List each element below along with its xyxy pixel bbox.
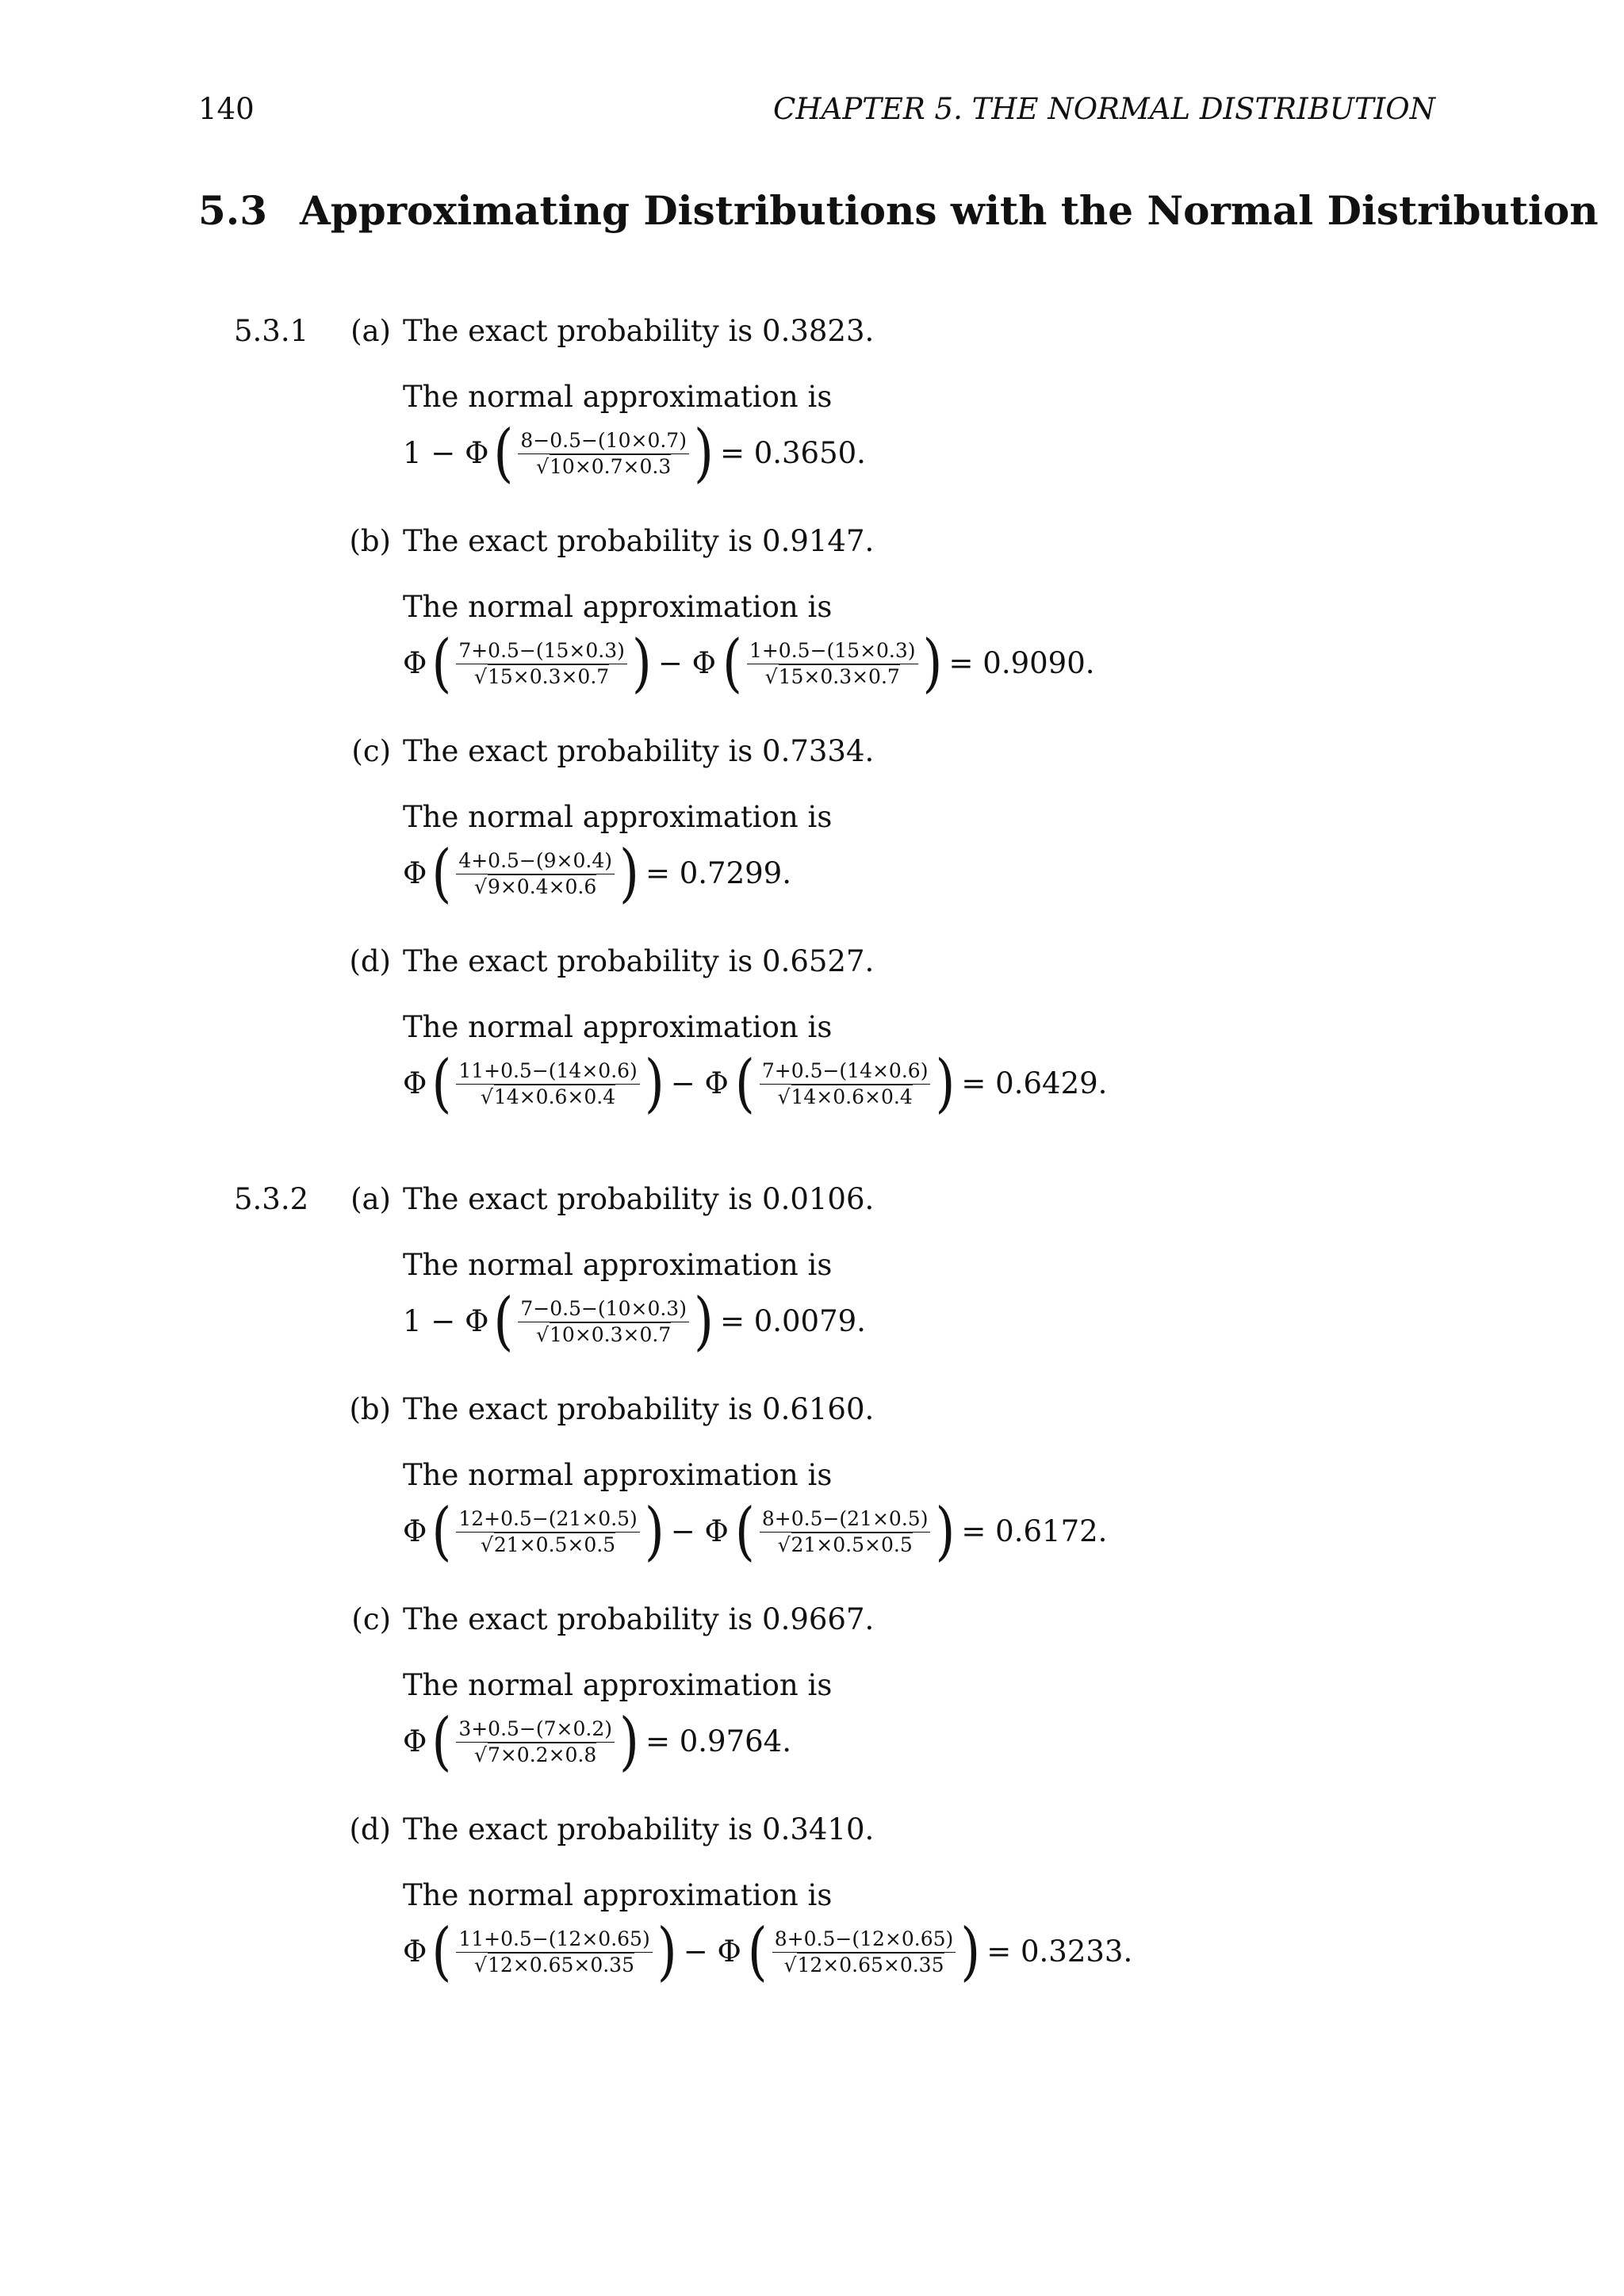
fraction	[453, 1927, 655, 1977]
fraction-denominator: 10×0.3×0.7	[550, 1322, 672, 1346]
sqrt-icon: √	[474, 1953, 487, 1976]
exact-probability: The exact probability is 0.6160.	[403, 1392, 875, 1426]
part-label: (b)	[349, 524, 391, 558]
exact-probability: The exact probability is 0.0106.	[403, 1182, 875, 1216]
formula-result: = 0.7299.	[645, 856, 791, 890]
sqrt-icon: √	[474, 874, 487, 898]
fraction-denominator: 7×0.2×0.8	[487, 1743, 597, 1766]
page-header	[198, 92, 1435, 132]
fraction	[453, 849, 618, 899]
sqrt-icon: √	[536, 454, 550, 478]
fraction-denominator: 12×0.65×0.35	[487, 1953, 634, 1976]
exact-probability: The exact probability is 0.6527.	[403, 944, 875, 978]
exact-probability: The exact probability is 0.7334.	[403, 734, 875, 768]
fraction-denominator: 10×0.7×0.3	[550, 454, 672, 478]
fraction-denominator: 15×0.3×0.7	[778, 664, 900, 688]
sqrt-icon: √	[536, 1322, 550, 1346]
fraction	[515, 429, 692, 479]
formula-result: = 0.6172.	[961, 1514, 1108, 1548]
fraction	[453, 1059, 643, 1109]
approximation-intro: The normal approximation is	[403, 1668, 833, 1702]
fraction	[756, 1507, 934, 1557]
fraction	[769, 1927, 959, 1977]
formula-result: = 0.3650.	[719, 436, 866, 470]
exact-probability: The exact probability is 0.3410.	[403, 1812, 875, 1846]
fraction	[515, 1297, 692, 1347]
formula-prefix: Φ	[403, 1724, 427, 1758]
exact-probability: The exact probability is 0.3823.	[403, 314, 875, 348]
approximation-formula: 1 − Φ ( $\frac{7-0.5-(10\times 0.3)}{√10\times 0.3\times 0.7}$ ) = 0.0079.	[403, 1296, 871, 1368]
formula-result: = 0.6429.	[961, 1066, 1108, 1100]
formula-prefix: Φ	[403, 1514, 427, 1548]
section-title: Approximating Distributions with the Normal Distribution	[300, 187, 1599, 234]
approximation-intro: The normal approximation is	[403, 800, 833, 834]
approximation-intro: The normal approximation is	[403, 1458, 833, 1492]
fraction	[453, 1507, 643, 1557]
minus-phi: − Φ	[670, 1066, 729, 1100]
problem-number: 5.3.1	[234, 314, 309, 348]
part-label: (a)	[350, 314, 391, 348]
part-label: (c)	[351, 734, 391, 768]
right-paren: )	[693, 416, 714, 491]
fraction-numerator: 3+0.5−(7×0.2)	[456, 1717, 615, 1743]
minus-phi: − Φ	[683, 1934, 741, 1969]
exact-probability: The exact probability is 0.9667.	[403, 1602, 875, 1636]
formula-prefix: 1 − Φ	[403, 1304, 489, 1338]
sqrt-icon: √	[777, 1085, 791, 1108]
fraction	[453, 639, 630, 689]
part-label: (b)	[349, 1392, 391, 1426]
fraction-denominator: 14×0.6×0.4	[493, 1085, 616, 1108]
formula-prefix: Φ	[403, 1066, 427, 1100]
sqrt-icon: √	[474, 664, 487, 688]
fraction-denominator: 9×0.4×0.6	[487, 874, 597, 898]
sqrt-icon: √	[480, 1533, 493, 1556]
approximation-intro: The normal approximation is	[403, 380, 833, 414]
fraction-numerator: 7+0.5−(15×0.3)	[456, 639, 627, 664]
fraction-numerator: 7−0.5−(10×0.3)	[518, 1297, 689, 1322]
fraction-numerator: 4+0.5−(9×0.4)	[456, 849, 615, 874]
sqrt-icon: √	[474, 1743, 487, 1766]
fraction-numerator: 1+0.5−(15×0.3)	[747, 639, 918, 664]
fraction-denominator: 12×0.65×0.35	[797, 1953, 944, 1976]
formula-result: = 0.0079.	[719, 1304, 866, 1338]
fraction-numerator: 7+0.5−(14×0.6)	[760, 1059, 931, 1085]
fraction-denominator: 21×0.5×0.5	[493, 1533, 616, 1556]
approximation-intro: The normal approximation is	[403, 590, 833, 624]
approximation-intro: The normal approximation is	[403, 1010, 833, 1044]
left-paren: (	[493, 416, 514, 491]
approximation-formula: Φ ( $\frac{11+0.5-(14\times 0.6)}{√14\times 0.6\times 0.4}$ ) − Φ ( $\frac{7+0.5-(14\times 0.6)}{√14\times 0.6\times 0.4}$ ) = 0.6429.	[403, 1058, 1112, 1130]
approximation-formula: Φ ( $\frac{11+0.5-(12\times 0.65)}{√12\times 0.65\times 0.35}$ ) − Φ ( $\frac{8+0.5-(12\times 0.65)}{√12\times 0.65\times 0.35}$ ) = 0.3233.	[403, 1927, 1137, 1998]
formula-result: = 0.3233.	[986, 1934, 1133, 1969]
fraction	[744, 639, 921, 689]
sqrt-icon: √	[764, 664, 778, 688]
exact-probability: The exact probability is 0.9147.	[403, 524, 875, 558]
minus-phi: − Φ	[670, 1514, 729, 1548]
formula-result: = 0.9764.	[645, 1724, 791, 1758]
section-number: 5.3	[198, 187, 267, 234]
formula-result: = 0.9090.	[948, 646, 1095, 680]
running-title: CHAPTER 5. THE NORMAL DISTRIBUTION	[773, 92, 1435, 126]
sqrt-icon: √	[783, 1953, 797, 1976]
fraction-numerator: 12+0.5−(21×0.5)	[456, 1507, 640, 1533]
approximation-formula	[403, 416, 871, 499]
fraction	[453, 1717, 618, 1767]
fraction-numerator: 8+0.5−(21×0.5)	[760, 1507, 931, 1533]
section-heading	[198, 187, 1599, 234]
fraction-denominator: 15×0.3×0.7	[487, 664, 610, 688]
page-number: 140	[198, 92, 255, 126]
part-label: (d)	[349, 1812, 391, 1846]
approximation-formula: Φ ( $\frac{12+0.5-(21\times 0.5)}{√21\times 0.5\times 0.5}$ ) − Φ ( $\frac{8+0.5-(21\times 0.5)}{√21\times 0.5\times 0.5}$ ) = 0.6172.	[403, 1506, 1112, 1578]
sqrt-icon: √	[480, 1085, 493, 1108]
fraction-numerator: 11+0.5−(14×0.6)	[456, 1059, 640, 1085]
minus-phi: − Φ	[657, 646, 716, 680]
part-label: (d)	[349, 944, 391, 978]
formula-prefix: Φ	[403, 646, 427, 680]
part-label: (c)	[351, 1602, 391, 1636]
approximation-formula: Φ ( $\frac{4+0.5-(9\times 0.4)}{√9\times 0.4\times 0.6}$ ) = 0.7299.	[403, 848, 796, 920]
fraction-numerator: 8−0.5−(10×0.7)	[518, 429, 689, 454]
part-label: (a)	[350, 1182, 391, 1216]
sqrt-icon: √	[777, 1533, 791, 1556]
formula-prefix: Φ	[403, 1934, 427, 1969]
approximation-intro: The normal approximation is	[403, 1248, 833, 1282]
fraction	[756, 1059, 934, 1109]
approximation-formula: Φ ( $\frac{3+0.5-(7\times 0.2)}{√7\times 0.2\times 0.8}$ ) = 0.9764.	[403, 1716, 796, 1788]
fraction-numerator: 11+0.5−(12×0.65)	[456, 1927, 652, 1953]
fraction-denominator: 14×0.6×0.4	[791, 1085, 913, 1108]
formula-prefix: 1 − Φ	[403, 436, 489, 470]
fraction-numerator: 8+0.5−(12×0.65)	[772, 1927, 956, 1953]
fraction-denominator: 21×0.5×0.5	[791, 1533, 913, 1556]
problem-number: 5.3.2	[234, 1182, 309, 1216]
approximation-formula: Φ ( $\frac{7+0.5-(15\times 0.3)}{√15\times 0.3\times 0.7}$ ) − Φ ( $\frac{1+0.5-(15\times 0.3)}{√15\times 0.3\times 0.7}$ ) = 0.9090.	[403, 638, 1100, 710]
formula-prefix: Φ	[403, 856, 427, 890]
approximation-intro: The normal approximation is	[403, 1878, 833, 1912]
